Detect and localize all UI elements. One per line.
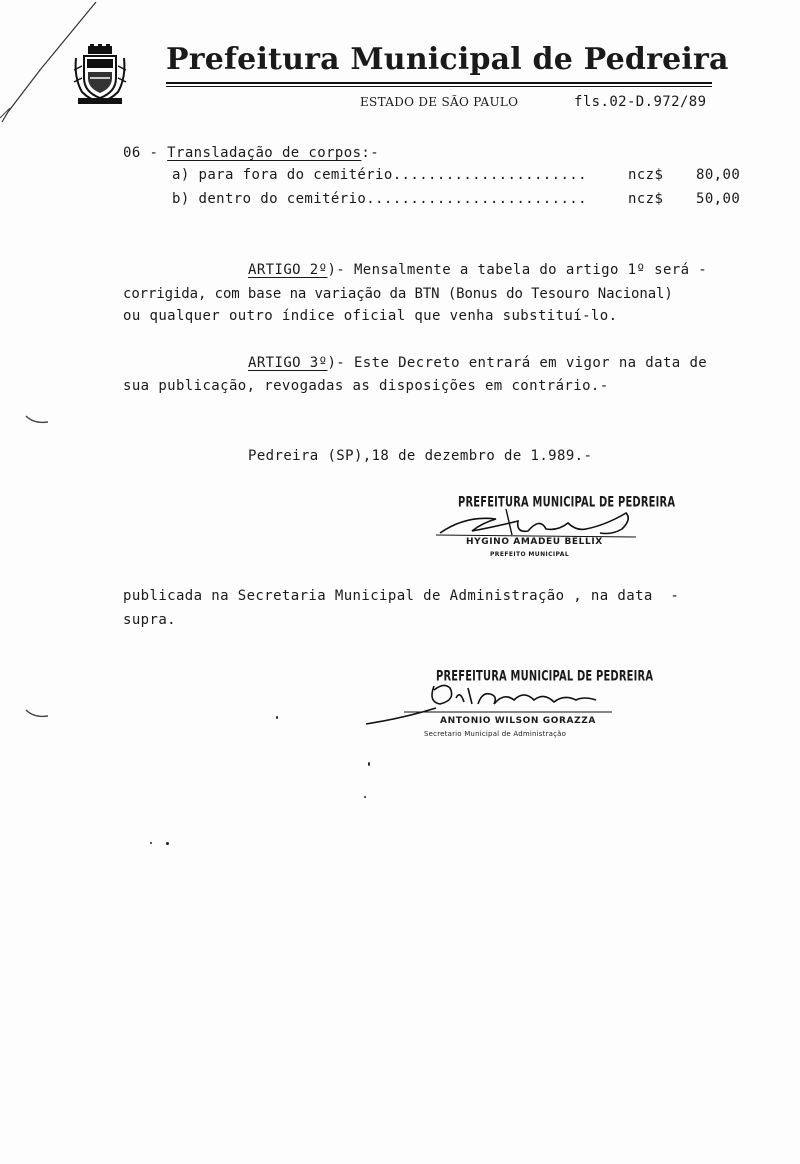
- fee-line-b: b) dentro do cemitério.........................: [172, 191, 587, 207]
- scan-speck: [276, 716, 278, 719]
- secretary-title: Secretario Municipal de Administração: [424, 730, 567, 738]
- item-heading-suffix: :-: [361, 145, 380, 161]
- letterhead-rule-thin: [166, 86, 712, 87]
- secretary-stamp-org: PREFEITURA MUNICIPAL DE PEDREIRA: [436, 668, 654, 685]
- mayor-name: HYGINO AMADEU BELLIX: [466, 537, 603, 547]
- article-3-label: ARTIGO 3º: [248, 355, 328, 371]
- scan-speck: [166, 842, 169, 845]
- dateline: Pedreira (SP),18 de dezembro de 1.989.-: [248, 448, 593, 464]
- scan-speck: [364, 796, 366, 798]
- publication-line-2: supra.: [123, 612, 176, 628]
- publication-line-1: publicada na Secretaria Municipal de Administração , na data -: [123, 588, 680, 604]
- fee-value-a: 80,00: [696, 167, 741, 183]
- punch-mark-lower: [24, 706, 54, 720]
- mayor-title: PREFEITO MUNICIPAL: [490, 551, 570, 558]
- article-2-line-3: ou qualquer outro índice oficial que venha substituí-lo.: [123, 308, 618, 324]
- secretary-name: ANTONIO WILSON GORAZZA: [440, 716, 596, 726]
- letterhead-rule: [166, 82, 712, 84]
- coat-of-arms-emblem: [72, 44, 128, 106]
- fee-line-a: a) para fora do cemitério......................: [172, 167, 587, 183]
- sheet-reference: fls.02-D.972/89: [574, 94, 707, 110]
- article-3-line-1: [248, 355, 707, 371]
- scan-speck: [368, 762, 370, 766]
- article-3-line-2: sua publicação, revogadas as disposições em contrário.-: [123, 378, 609, 394]
- item-number: 06 -: [123, 145, 159, 161]
- article-2-text-1: )- Mensalmente a tabela do artigo 1º será -: [327, 262, 708, 278]
- mayor-signature: [436, 505, 641, 541]
- punch-mark-upper: [24, 412, 54, 426]
- fee-currency-b: ncz$: [628, 191, 664, 207]
- state-name: ESTADO DE SÃO PAULO: [360, 95, 519, 109]
- article-3-text-1: )- Este Decreto entrará em vigor na data de: [327, 355, 708, 371]
- item-heading-text: Transladação de corpos: [167, 145, 362, 161]
- article-2-line-2: corrigida, com base na variação da BTN (Bonus do Tesouro Nacional): [123, 286, 673, 302]
- fee-currency-a: ncz$: [628, 167, 664, 183]
- item-06-heading: [123, 145, 379, 161]
- article-2-label: ARTIGO 2º: [248, 262, 328, 278]
- article-2-line-1: [248, 262, 707, 278]
- fee-value-b: 50,00: [696, 191, 741, 207]
- letterhead-title: Prefeitura Municipal de Pedreira: [166, 42, 729, 77]
- scan-speck: [150, 842, 152, 844]
- mayor-stamp-org: PREFEITURA MUNICIPAL DE PEDREIRA: [458, 494, 676, 511]
